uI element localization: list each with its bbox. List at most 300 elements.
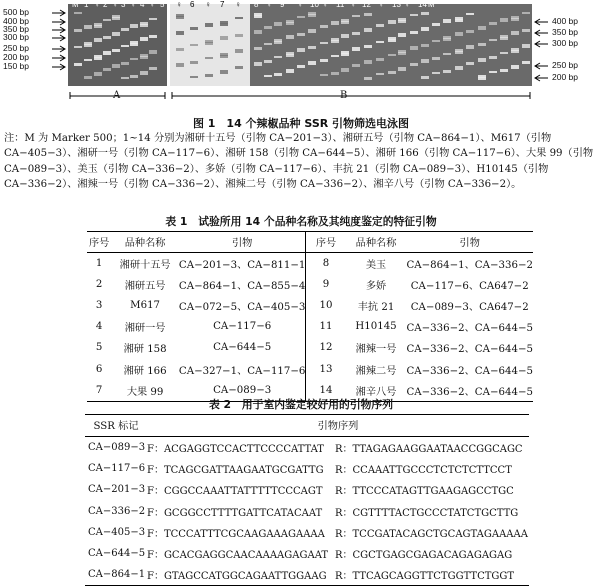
- lane-label: 2: [103, 0, 108, 9]
- gel-band: [478, 60, 486, 62]
- gel-band: [297, 16, 305, 18]
- table1-cell: 湘研 166: [123, 365, 167, 377]
- table1-cell: 10: [319, 300, 333, 312]
- gel-band: [190, 27, 198, 30]
- table1-header: 引物: [179, 232, 306, 253]
- gel-band: [331, 55, 339, 57]
- gel-band: [308, 29, 316, 31]
- gel-band: [74, 46, 82, 48]
- table1-cell: 3: [95, 300, 103, 312]
- table1-cell: CA−336−2、CA−644−5: [406, 323, 533, 335]
- table1-cell: H10145: [355, 321, 397, 333]
- table1-cell: CA−336−2、CA−644−5: [406, 344, 533, 356]
- table1-cell: 湘研一号: [124, 323, 166, 335]
- gel-band: [103, 53, 111, 55]
- lane-label: ♀: [205, 0, 211, 9]
- gel-band: [398, 69, 406, 71]
- gel-band: [376, 58, 384, 61]
- table1-cell: 湘辛八号: [346, 380, 407, 402]
- left-marker-label: 200 bp: [3, 52, 29, 62]
- gel-band: [140, 73, 148, 75]
- gel-band: [254, 32, 262, 34]
- right-marker-label: 350 bp: [552, 27, 578, 37]
- gel-band: [410, 46, 418, 48]
- gel-band: [149, 67, 157, 70]
- gel-band: [130, 58, 138, 60]
- gel-band: [398, 20, 406, 23]
- marker-arrow: [535, 30, 548, 36]
- gel-band: [421, 76, 429, 79]
- lane-label: 12: [362, 0, 371, 9]
- table1-header: 引物: [406, 232, 533, 253]
- gel-band: [254, 15, 262, 18]
- gel-band: [466, 45, 474, 47]
- gel-band: [410, 63, 418, 66]
- gel-band: [205, 74, 213, 77]
- gel-band: [121, 77, 129, 79]
- gel-band: [254, 30, 262, 32]
- table2-cell: F：TCAGCGATTAAGAATGCGATTG: [147, 465, 324, 477]
- gel-band: [308, 63, 316, 65]
- gel-band: [341, 53, 349, 56]
- table1-cell: 湘辣二号: [355, 365, 397, 377]
- table1-header: 序号: [306, 232, 346, 253]
- gel-band: [74, 63, 82, 66]
- gel-band: [74, 29, 82, 32]
- gel-band: [398, 67, 406, 69]
- figure-caption: 图 1 14 个辣椒品种 SSR 引物筛选电泳图: [192, 117, 410, 130]
- gel-band: [94, 40, 102, 42]
- table1-row: [87, 295, 533, 316]
- gel-band: [466, 47, 474, 49]
- table1-cell: 丰抗 21: [357, 302, 395, 314]
- lane-label: 8: [254, 0, 259, 9]
- gel-band: [364, 77, 372, 80]
- gel-band: [190, 44, 198, 46]
- table2-row: [85, 458, 529, 479]
- gel-band: [140, 39, 148, 41]
- table1-cell: 12: [319, 342, 333, 354]
- table1-cell: CA−327−1、CA−117−6: [179, 358, 306, 379]
- marker-arrow: [52, 19, 65, 25]
- left-marker-label: 500 bp: [3, 7, 29, 17]
- gel-band: [308, 61, 316, 63]
- gel-band: [220, 72, 228, 74]
- gel-band: [432, 40, 440, 42]
- marker-arrow: [535, 75, 548, 81]
- marker-arrow: [52, 27, 65, 33]
- gel-band: [511, 31, 519, 33]
- table2-cell: R：TCCGATACAGCTGCAGTAGAAAAA: [334, 528, 528, 540]
- table2-row: [85, 522, 529, 543]
- table2-cell: R：TTCCCATAGTTGAAGAGCCTGC: [334, 486, 514, 498]
- lane-label: ♀: [322, 0, 328, 9]
- gel-band: [443, 70, 451, 73]
- gel-band: [84, 44, 92, 47]
- gel-band: [140, 56, 148, 59]
- table2-row: [85, 479, 529, 500]
- lane-label: 4: [140, 0, 145, 9]
- gel-band: [421, 44, 429, 47]
- table2-cell: F：TCCCATTTCGCAAGAAAGAAAA: [147, 528, 325, 540]
- gel-band: [522, 61, 530, 64]
- lane-label: 10: [310, 0, 319, 9]
- table1-cell: CA−117−6、CA647−2: [410, 281, 529, 293]
- table1-cell: 湘研 158: [123, 344, 167, 356]
- gel-band: [364, 45, 372, 48]
- marker-arrow: [52, 55, 65, 61]
- gel-band: [500, 69, 508, 72]
- lane-label: ♀: [176, 0, 182, 9]
- table2-cell: CA−405−3: [88, 526, 146, 538]
- gel-band: [176, 16, 184, 19]
- gel-band: [421, 59, 429, 61]
- lane-label: 9: [280, 0, 285, 9]
- gel-band: [264, 75, 272, 77]
- gel-band: [489, 39, 497, 41]
- table1-cell: CA−336−2、CA−644−5: [406, 380, 533, 402]
- gel-band: [220, 55, 228, 58]
- gel-band: [274, 56, 282, 58]
- gel-band: [376, 24, 384, 27]
- gel-band: [331, 40, 339, 43]
- gel-band: [455, 66, 463, 68]
- gel-band: [331, 21, 339, 23]
- gel-band: [84, 76, 92, 79]
- right-marker-label: 200 bp: [552, 72, 578, 82]
- gel-band: [205, 57, 213, 59]
- gel-band: [364, 62, 372, 64]
- table1-row: [87, 358, 533, 379]
- table1-cell: CA−089−3: [179, 380, 306, 402]
- gel-band: [308, 14, 316, 17]
- table1-row: [87, 253, 533, 275]
- gel-band: [376, 41, 384, 43]
- gel-band: [341, 34, 349, 36]
- table2-title: 表 2 用于室内鉴定较好用的引物序列: [208, 398, 394, 411]
- table1-cell: CA−864−1、CA−855−4: [179, 274, 306, 295]
- gel-band: [455, 32, 463, 34]
- table1-row: [87, 274, 533, 295]
- table2-cell: R：TTCAGCAGGTTCTGGTTCTGGT: [329, 564, 529, 586]
- table1-cell: 多娇: [365, 281, 387, 293]
- lane-label: 5: [160, 0, 165, 9]
- table1-row: [87, 316, 533, 337]
- table2-cell: CA−117−6: [88, 463, 146, 475]
- table1-cell: 7: [87, 380, 111, 402]
- table1-cell: M617: [130, 300, 161, 312]
- lane-label: 6: [190, 0, 195, 9]
- gel-band: [286, 35, 294, 37]
- lane-label: M: [428, 0, 435, 9]
- gel-band: [455, 19, 463, 22]
- gel-band: [130, 24, 138, 26]
- gel-band: [121, 45, 129, 47]
- right-marker-arrows: [535, 19, 548, 81]
- gel-band: [320, 42, 328, 44]
- table1-cell: 湘研十五号: [119, 260, 171, 272]
- gel-band: [235, 17, 243, 19]
- gel-band: [478, 77, 486, 80]
- lane-label: ♀: [112, 0, 118, 9]
- gel-band: [112, 64, 120, 66]
- gel-band: [364, 60, 372, 62]
- gel-band: [121, 28, 129, 31]
- gel-band: [432, 57, 440, 60]
- table2-header: 引物序列: [147, 415, 529, 437]
- lane-label: 13: [392, 0, 401, 9]
- gel-band: [297, 65, 305, 68]
- left-marker-label: 350 bp: [3, 24, 29, 34]
- table1-cell: CA−201−3、CA−811−1: [179, 253, 306, 275]
- gel-band: [320, 59, 328, 62]
- gel-band: [274, 24, 282, 26]
- gel-band: [205, 25, 213, 27]
- lane-label: 11: [336, 0, 345, 9]
- group-b-label: B: [340, 90, 348, 101]
- table1-cell: 湘研五号: [124, 281, 166, 293]
- gel-band: [112, 17, 120, 20]
- lane-label: ♀: [149, 0, 155, 9]
- gel-band: [364, 30, 372, 32]
- marker-arrow: [535, 63, 548, 69]
- gel-band: [398, 35, 406, 37]
- gel-band: [274, 22, 282, 24]
- gel-band: [352, 64, 360, 67]
- table1-cell: 14: [306, 380, 346, 402]
- gel-band: [176, 63, 184, 65]
- gel-band: [149, 18, 157, 20]
- gel-band: [235, 34, 243, 37]
- lane-label: ♀: [266, 0, 272, 9]
- gel-band: [364, 28, 372, 30]
- gel-band: [308, 46, 316, 49]
- gel-band: [443, 38, 451, 41]
- gel-band: [94, 74, 102, 76]
- gel-band: [286, 69, 294, 71]
- table2-row: [85, 437, 529, 459]
- gel-band: [478, 26, 486, 28]
- gel-band: [308, 31, 316, 33]
- table2-cell: R：CGTTTTACTGCCCTATCTGCTTG: [334, 507, 519, 519]
- gel-band: [511, 50, 519, 53]
- gel-band: [341, 21, 349, 24]
- table2-cell: CA−201−3: [88, 484, 146, 496]
- gel-band: [235, 51, 243, 53]
- gel-band: [489, 71, 497, 73]
- table2-cell: CA−089−3: [88, 442, 146, 454]
- group-a-label: A: [113, 90, 121, 101]
- table1-cell: 9: [322, 279, 330, 291]
- gel-band: [500, 18, 508, 20]
- gel-band: [455, 34, 463, 36]
- gel-band: [352, 15, 360, 17]
- gel-band: [140, 37, 148, 39]
- gel-band: [421, 27, 429, 29]
- gel-band: [297, 48, 305, 50]
- lane-label: ♀: [378, 0, 384, 9]
- gel-band: [478, 58, 486, 60]
- gel-band: [149, 52, 157, 54]
- gel-band: [320, 74, 328, 76]
- gel-band: [254, 64, 262, 66]
- gel-band: [341, 68, 349, 70]
- table1-cell: 13: [319, 363, 333, 375]
- lane-label: ♀: [404, 0, 410, 9]
- lane-label: ♀: [350, 0, 356, 9]
- gel-band: [220, 70, 228, 72]
- gel-band: [190, 61, 198, 64]
- gel-band: [376, 73, 384, 75]
- gel-band: [432, 23, 440, 26]
- gel-band: [522, 12, 530, 14]
- gel-band: [478, 43, 486, 46]
- gel-band: [388, 39, 396, 42]
- gel-band: [352, 32, 360, 35]
- gel-band: [112, 66, 120, 68]
- gel-band: [235, 66, 243, 69]
- gel-band: [432, 72, 440, 74]
- gel-band: [522, 46, 530, 48]
- gel-band: [443, 21, 451, 23]
- gel-band: [286, 22, 294, 25]
- lane-label: ♀: [297, 0, 303, 9]
- left-marker-label: 150 bp: [3, 61, 29, 71]
- table2-cell: F：ACGAGGTCCACTTCCCCATTAT: [147, 444, 324, 456]
- gel-band: [522, 44, 530, 46]
- gel-band: [94, 25, 102, 28]
- gel-band: [489, 22, 497, 25]
- table1-cell: 美玉: [365, 260, 387, 272]
- lane-label: ♀: [130, 0, 136, 9]
- gel-band: [489, 56, 497, 59]
- gel-band: [94, 38, 102, 40]
- gel-band: [500, 37, 508, 40]
- gel-band: [466, 30, 474, 33]
- table2-header-row: [85, 415, 529, 437]
- table2-cell: CA−336−2: [88, 505, 146, 517]
- gel-band: [410, 48, 418, 50]
- table1-cell: CA−644−5: [179, 337, 306, 358]
- right-marker-label: 300 bp: [552, 38, 578, 48]
- gel-band: [140, 24, 148, 27]
- table1-cell: CA−117−6: [179, 316, 306, 337]
- gel-band: [220, 23, 228, 26]
- lane-label: 14: [418, 0, 427, 9]
- gel-band: [286, 71, 294, 73]
- table2-row: [85, 564, 529, 586]
- table1-header: 品种名称: [111, 232, 179, 253]
- table1-cell: 8: [322, 258, 330, 270]
- gel-band: [341, 36, 349, 38]
- table1-cell: CA−336−2、CA−644−5: [406, 365, 533, 377]
- table2-cell: CA−864−1: [85, 564, 147, 586]
- gel-band: [103, 19, 111, 21]
- table1-title: 表 1 试验所用 14 个品种名称及其纯度鉴定的特征引物: [165, 215, 437, 228]
- table1-header: 品种名称: [346, 232, 407, 253]
- marker-arrow: [535, 19, 548, 25]
- table1-cell: 11: [319, 321, 333, 333]
- gel-band: [254, 62, 262, 64]
- table1-row: [87, 337, 533, 358]
- gel-band: [466, 13, 474, 15]
- table2: [85, 414, 529, 586]
- lane-label: 7: [220, 0, 225, 9]
- gel-band: [190, 76, 198, 78]
- gel-band: [352, 49, 360, 51]
- gel-band: [84, 25, 92, 27]
- gel-band: [511, 18, 519, 21]
- gel-band: [176, 31, 184, 33]
- table1-cell: 4: [95, 321, 103, 333]
- gel-band: [331, 23, 339, 25]
- gel-band: [176, 33, 184, 35]
- left-marker-label: 400 bp: [3, 16, 29, 26]
- table1: [87, 231, 533, 402]
- gel-band: [103, 36, 111, 39]
- left-marker-arrows: [52, 10, 65, 70]
- gel-band: [421, 12, 429, 15]
- gel-band: [121, 62, 129, 65]
- gel-band: [443, 53, 451, 55]
- gel-band: [205, 23, 213, 25]
- gel-band: [398, 33, 406, 35]
- marker-arrow: [52, 46, 65, 52]
- gel-band: [130, 26, 138, 28]
- lane-label: 1: [84, 0, 89, 9]
- lane-label: ♀: [235, 0, 241, 9]
- gel-band: [220, 36, 228, 38]
- table1-header-row: [87, 232, 533, 253]
- gel-band: [331, 72, 339, 75]
- gel-band: [388, 54, 396, 56]
- gel-band: [235, 49, 243, 51]
- gel-band: [84, 59, 92, 61]
- gel-band: [220, 38, 228, 40]
- gel-band: [176, 65, 184, 67]
- table2-cell: F：GCGGCCTTTTGATTCATACAAT: [147, 507, 323, 519]
- gel-band: [511, 33, 519, 35]
- table2-cell: R：CGCTGAGCGAGACAGAGAGAG: [334, 550, 513, 562]
- table1-cell: 6: [95, 363, 103, 375]
- gel-band: [103, 51, 111, 53]
- gel-band: [522, 29, 530, 32]
- gel-band: [264, 26, 272, 29]
- table2-cell: F：GTAGCCATGGCAGAATTGGAAG: [147, 564, 329, 586]
- gel-band: [511, 65, 519, 67]
- gel-band: [103, 68, 111, 71]
- gel-band: [388, 22, 396, 24]
- gel-band: [286, 37, 294, 39]
- gel-band: [352, 47, 360, 49]
- lane-label: ♀: [94, 0, 100, 9]
- table1-cell: 大果 99: [111, 380, 179, 402]
- gel-band: [410, 14, 418, 16]
- table1-cell: 5: [95, 342, 103, 354]
- gel-band: [112, 49, 120, 52]
- gel-band: [410, 31, 418, 34]
- gel-band: [388, 71, 396, 74]
- lane-label: M: [72, 0, 79, 9]
- table2-row: [85, 543, 529, 564]
- gel-band: [254, 47, 262, 50]
- table1-cell: CA−864−1、CA−336−2: [406, 260, 533, 272]
- gel-band: [455, 51, 463, 54]
- gel-band: [140, 71, 148, 73]
- gel-band: [443, 19, 451, 21]
- gel-band: [500, 52, 508, 54]
- gel-band: [455, 68, 463, 70]
